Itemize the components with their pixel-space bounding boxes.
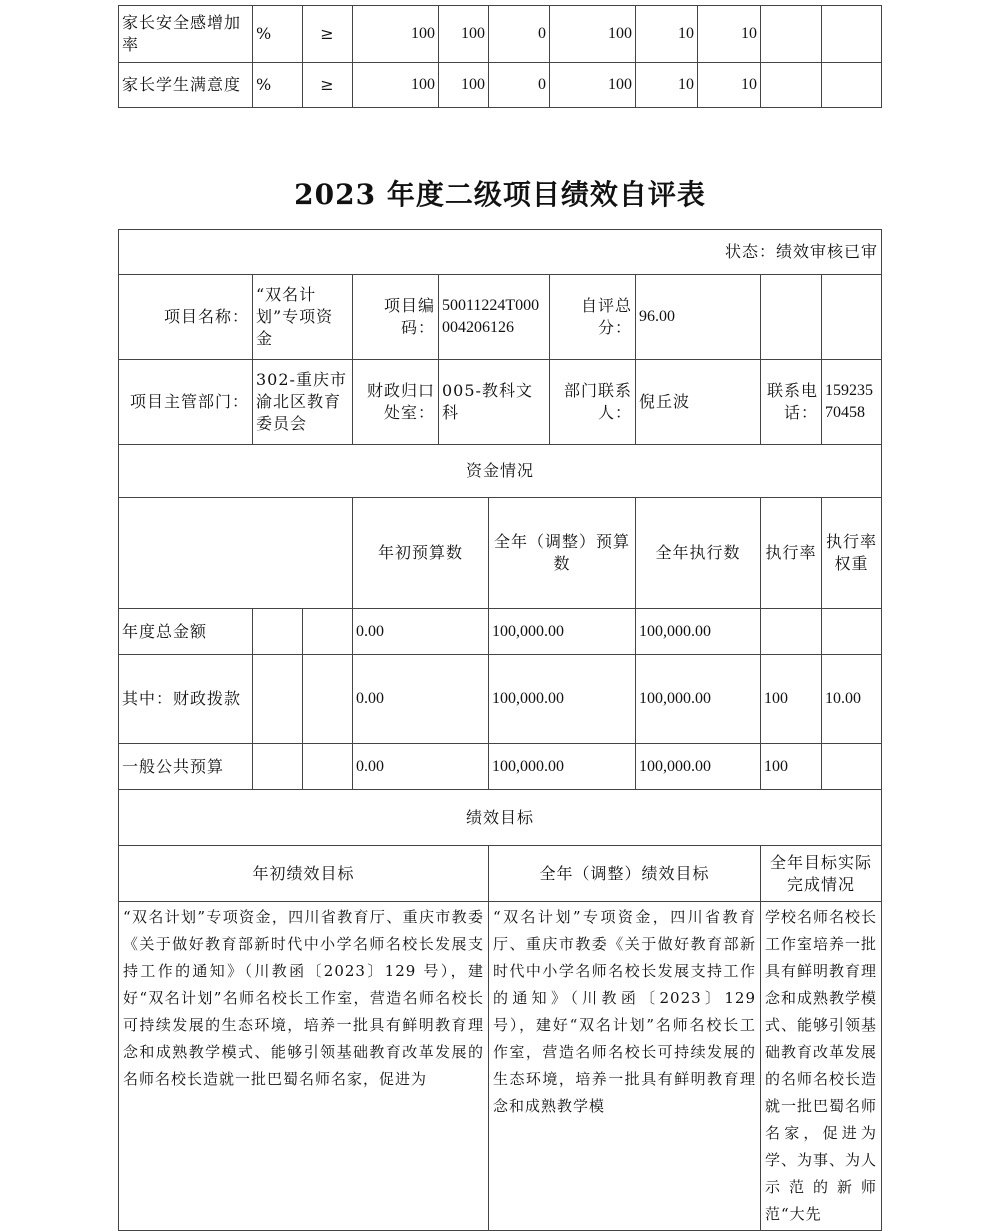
funds-header-rate: 执行率 bbox=[761, 498, 822, 609]
indicator-operator: ≥ bbox=[303, 6, 353, 63]
indicator-target: 100 bbox=[353, 6, 439, 63]
indicator-start-value: 100 bbox=[439, 63, 489, 108]
table-row bbox=[119, 609, 882, 655]
funds-adjusted: 100,000.00 bbox=[489, 609, 636, 655]
phone-value: 15923570458 bbox=[822, 360, 882, 445]
indicator-score: 10 bbox=[698, 63, 761, 108]
funds-adjusted: 100,000.00 bbox=[489, 655, 636, 744]
project-name-value: “双名计划”专项资金 bbox=[253, 275, 353, 360]
funds-executed: 100,000.00 bbox=[636, 744, 761, 790]
indicator-unit: % bbox=[253, 63, 303, 108]
empty-cell bbox=[253, 609, 303, 655]
funds-rate: 100 bbox=[761, 744, 822, 790]
empty-cell bbox=[253, 744, 303, 790]
indicator-unit: % bbox=[253, 6, 303, 63]
funds-header-blank bbox=[119, 498, 353, 609]
funds-initial: 0.00 bbox=[353, 655, 489, 744]
indicator-weight: 10 bbox=[636, 6, 698, 63]
goals-section-heading: 绩效目标 bbox=[119, 790, 882, 846]
table-row bbox=[119, 744, 882, 790]
indicator-name: 家长学生满意度 bbox=[119, 63, 253, 108]
funds-header-adjusted: 全年（调整）预算数 bbox=[489, 498, 636, 609]
contact-value: 倪丘波 bbox=[636, 360, 761, 445]
funds-rate bbox=[761, 609, 822, 655]
empty-cell bbox=[303, 655, 353, 744]
table-row bbox=[119, 655, 882, 744]
top-indicator-table bbox=[118, 5, 882, 108]
funds-weight bbox=[822, 609, 882, 655]
funds-row-label: 其中：财政拨款 bbox=[119, 655, 253, 744]
goal-header-actual: 全年目标实际完成情况 bbox=[761, 846, 882, 902]
empty-cell bbox=[303, 744, 353, 790]
goal-adjusted-text: “双名计划”专项资金，四川省教育厅、重庆市教委《关于做好教育部新时代中小学名师名校长发展支持工作的通知》（川教函〔2023〕129 号），建好“双名计划”名师名校长工作室，营造名师名校长可持续发展的生态环境，培养一批具有鲜明教育理念和成熟教学模 bbox=[489, 902, 761, 1231]
funds-rate: 100 bbox=[761, 655, 822, 744]
status-label: 状态：绩效审核已审 bbox=[119, 230, 882, 275]
empty-cell bbox=[303, 609, 353, 655]
project-name-label: 项目名称： bbox=[119, 275, 253, 360]
funds-section-heading: 资金情况 bbox=[119, 445, 882, 498]
goal-header-adjusted: 全年（调整）绩效目标 bbox=[489, 846, 761, 902]
funds-executed: 100,000.00 bbox=[636, 609, 761, 655]
finance-office-value: 005-教科文科 bbox=[439, 360, 550, 445]
funds-header-weight: 执行率权重 bbox=[822, 498, 882, 609]
indicator-weight: 10 bbox=[636, 63, 698, 108]
self-score-value: 96.00 bbox=[636, 275, 761, 360]
funds-header-executed: 全年执行数 bbox=[636, 498, 761, 609]
finance-office-label: 财政归口处室： bbox=[353, 360, 439, 445]
funds-adjusted: 100,000.00 bbox=[489, 744, 636, 790]
indicator-empty bbox=[761, 63, 822, 108]
funds-row-label: 年度总金额 bbox=[119, 609, 253, 655]
goal-actual-text: 学校名师名校长工作室培养一批具有鲜明教育理念和成熟教学模式、能够引领基础教育改革发展的名师名校长造就一批巴蜀名师名家，促进为学、为事、为人示范的新师范“大先 bbox=[761, 902, 882, 1231]
indicator-empty bbox=[822, 63, 882, 108]
indicator-operator: ≥ bbox=[303, 63, 353, 108]
funds-header-initial: 年初预算数 bbox=[353, 498, 489, 609]
contact-label: 部门联系人： bbox=[550, 360, 636, 445]
goal-header-initial: 年初绩效目标 bbox=[119, 846, 489, 902]
funds-initial: 0.00 bbox=[353, 609, 489, 655]
empty-cell bbox=[253, 655, 303, 744]
evaluation-form bbox=[118, 229, 882, 1231]
table-row bbox=[119, 6, 882, 63]
funds-executed: 100,000.00 bbox=[636, 655, 761, 744]
self-score-label: 自评总分： bbox=[550, 275, 636, 360]
phone-label: 联系电话： bbox=[761, 360, 822, 445]
funds-weight bbox=[822, 744, 882, 790]
funds-weight: 10.00 bbox=[822, 655, 882, 744]
goal-initial-text: “双名计划”专项资金，四川省教育厅、重庆市教委《关于做好教育部新时代中小学名师名校长发展支持工作的通知》（川教函〔2023〕129 号），建好“双名计划”名师名校长工作室，营造名师名校长可持续发展的生态环境，培养一批具有鲜明教育理念和成熟教学模式、能够引领基础教育改革发展的名师名校长造就一批巴蜀名师名家，促进为 bbox=[119, 902, 489, 1231]
funds-row-label: 一般公共预算 bbox=[119, 744, 253, 790]
dept-label: 项目主管部门： bbox=[119, 360, 253, 445]
indicator-start-value: 100 bbox=[439, 6, 489, 63]
indicator-target: 100 bbox=[353, 63, 439, 108]
indicator-mid-value: 0 bbox=[489, 6, 550, 63]
empty-cell bbox=[822, 275, 882, 360]
page-title: 2023 年度二级项目绩效自评表 bbox=[294, 178, 706, 211]
funds-initial: 0.00 bbox=[353, 744, 489, 790]
empty-cell bbox=[761, 275, 822, 360]
indicator-name: 家长安全感增加率 bbox=[119, 6, 253, 63]
project-code-label: 项目编码： bbox=[353, 275, 439, 360]
indicator-actual: 100 bbox=[550, 6, 636, 63]
dept-value: 302-重庆市渝北区教育委员会 bbox=[253, 360, 353, 445]
indicator-mid-value: 0 bbox=[489, 63, 550, 108]
table-row bbox=[119, 63, 882, 108]
indicator-actual: 100 bbox=[550, 63, 636, 108]
indicator-score: 10 bbox=[698, 6, 761, 63]
indicator-empty bbox=[822, 6, 882, 63]
project-code-value: 50011224T000004206126 bbox=[439, 275, 550, 360]
indicator-empty bbox=[761, 6, 822, 63]
